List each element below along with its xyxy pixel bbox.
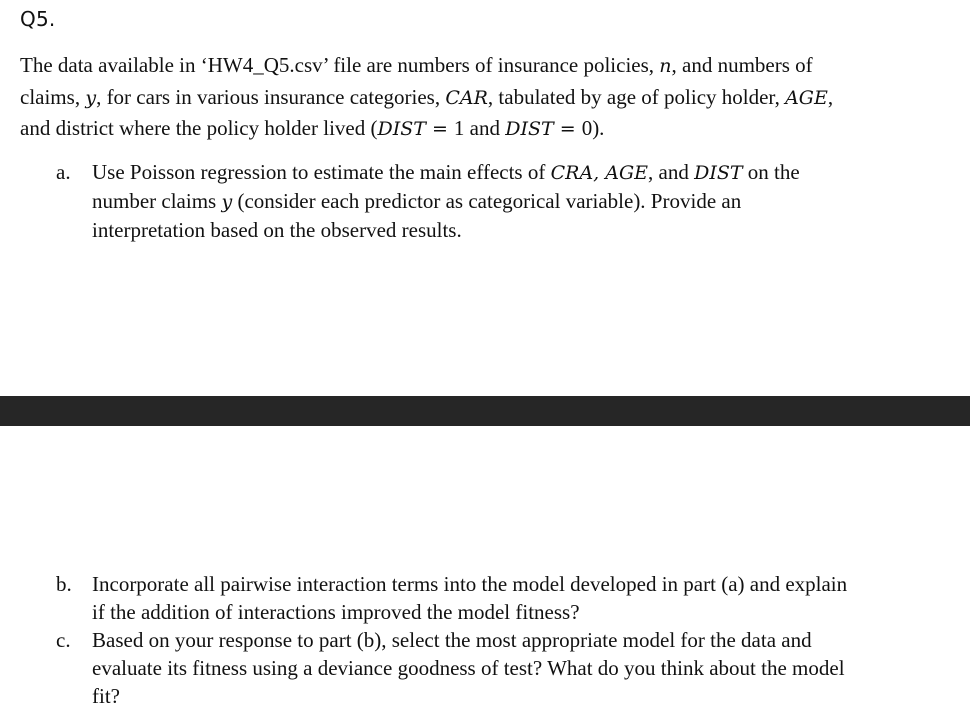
intro-line-3 xyxy=(20,113,955,145)
intro-text: , and numbers of xyxy=(671,53,813,77)
var-dist: DIST xyxy=(694,162,743,184)
part-a xyxy=(56,158,961,244)
intro-text: claims, xyxy=(20,84,86,109)
intro-text: 1 and xyxy=(453,116,506,140)
part-c-line-2: evaluate its fitness using a deviance goodness of test? What do you think about the model xyxy=(92,656,845,680)
var-cra-age: CRA, AGE xyxy=(550,162,649,184)
part-b-line-1: Incorporate all pairwise interaction terms into the model developed in part (a) and explain xyxy=(92,572,848,596)
part-b-marker: b. xyxy=(56,572,72,596)
var-car: CAR xyxy=(445,86,488,109)
part-a-text-run: Use Poisson regression to estimate the main effects of xyxy=(92,160,551,184)
var-y: y xyxy=(221,191,233,213)
intro-text: and district where the policy holder lived ( xyxy=(20,116,378,140)
part-b-line-2: if the addition of interactions improved the model fitness? xyxy=(92,600,580,624)
equals-sign: = xyxy=(553,118,582,140)
part-c-line-1: Based on your response to part (b), select the most appropriate model for the data and xyxy=(92,628,812,652)
var-dist: DIST xyxy=(377,118,426,140)
equals-sign: = xyxy=(425,118,454,140)
intro-text: , for cars in various insurance categories, xyxy=(96,84,446,109)
question-number: Q5. xyxy=(20,7,56,31)
part-c-line-3: fit? xyxy=(92,684,120,708)
intro-text: 0). xyxy=(581,116,605,140)
intro-line-1 xyxy=(20,50,955,82)
part-b-text xyxy=(92,570,961,626)
intro-text: , tabulated by age of policy holder, xyxy=(487,84,786,109)
var-n: n xyxy=(659,55,672,77)
part-a-text-run: (consider each predictor as categorical variable). Provide an xyxy=(232,189,742,213)
part-a-text xyxy=(92,158,961,244)
part-c-text xyxy=(92,626,961,710)
part-c-marker: c. xyxy=(56,628,71,652)
intro-line-2 xyxy=(20,82,955,114)
part-a-text-run: , and xyxy=(648,160,695,184)
intro-text: , xyxy=(827,84,834,109)
var-dist: DIST xyxy=(505,118,554,140)
question-intro xyxy=(20,50,955,145)
part-a-text-run: number claims xyxy=(92,189,222,213)
intro-text: The data available in ‘HW4_Q5.csv’ file are numbers of insurance policies, xyxy=(20,53,660,77)
part-a-marker: a. xyxy=(56,160,71,184)
var-age: AGE xyxy=(785,86,828,109)
part-c xyxy=(56,626,961,710)
part-b xyxy=(56,570,961,626)
part-a-line-2 xyxy=(92,187,961,216)
part-a-text-run: on the xyxy=(742,160,800,184)
part-a-line-1 xyxy=(92,158,961,187)
part-a-line-3: interpretation based on the observed results. xyxy=(92,218,462,242)
var-y: y xyxy=(85,86,97,109)
divider-bar xyxy=(0,396,970,426)
